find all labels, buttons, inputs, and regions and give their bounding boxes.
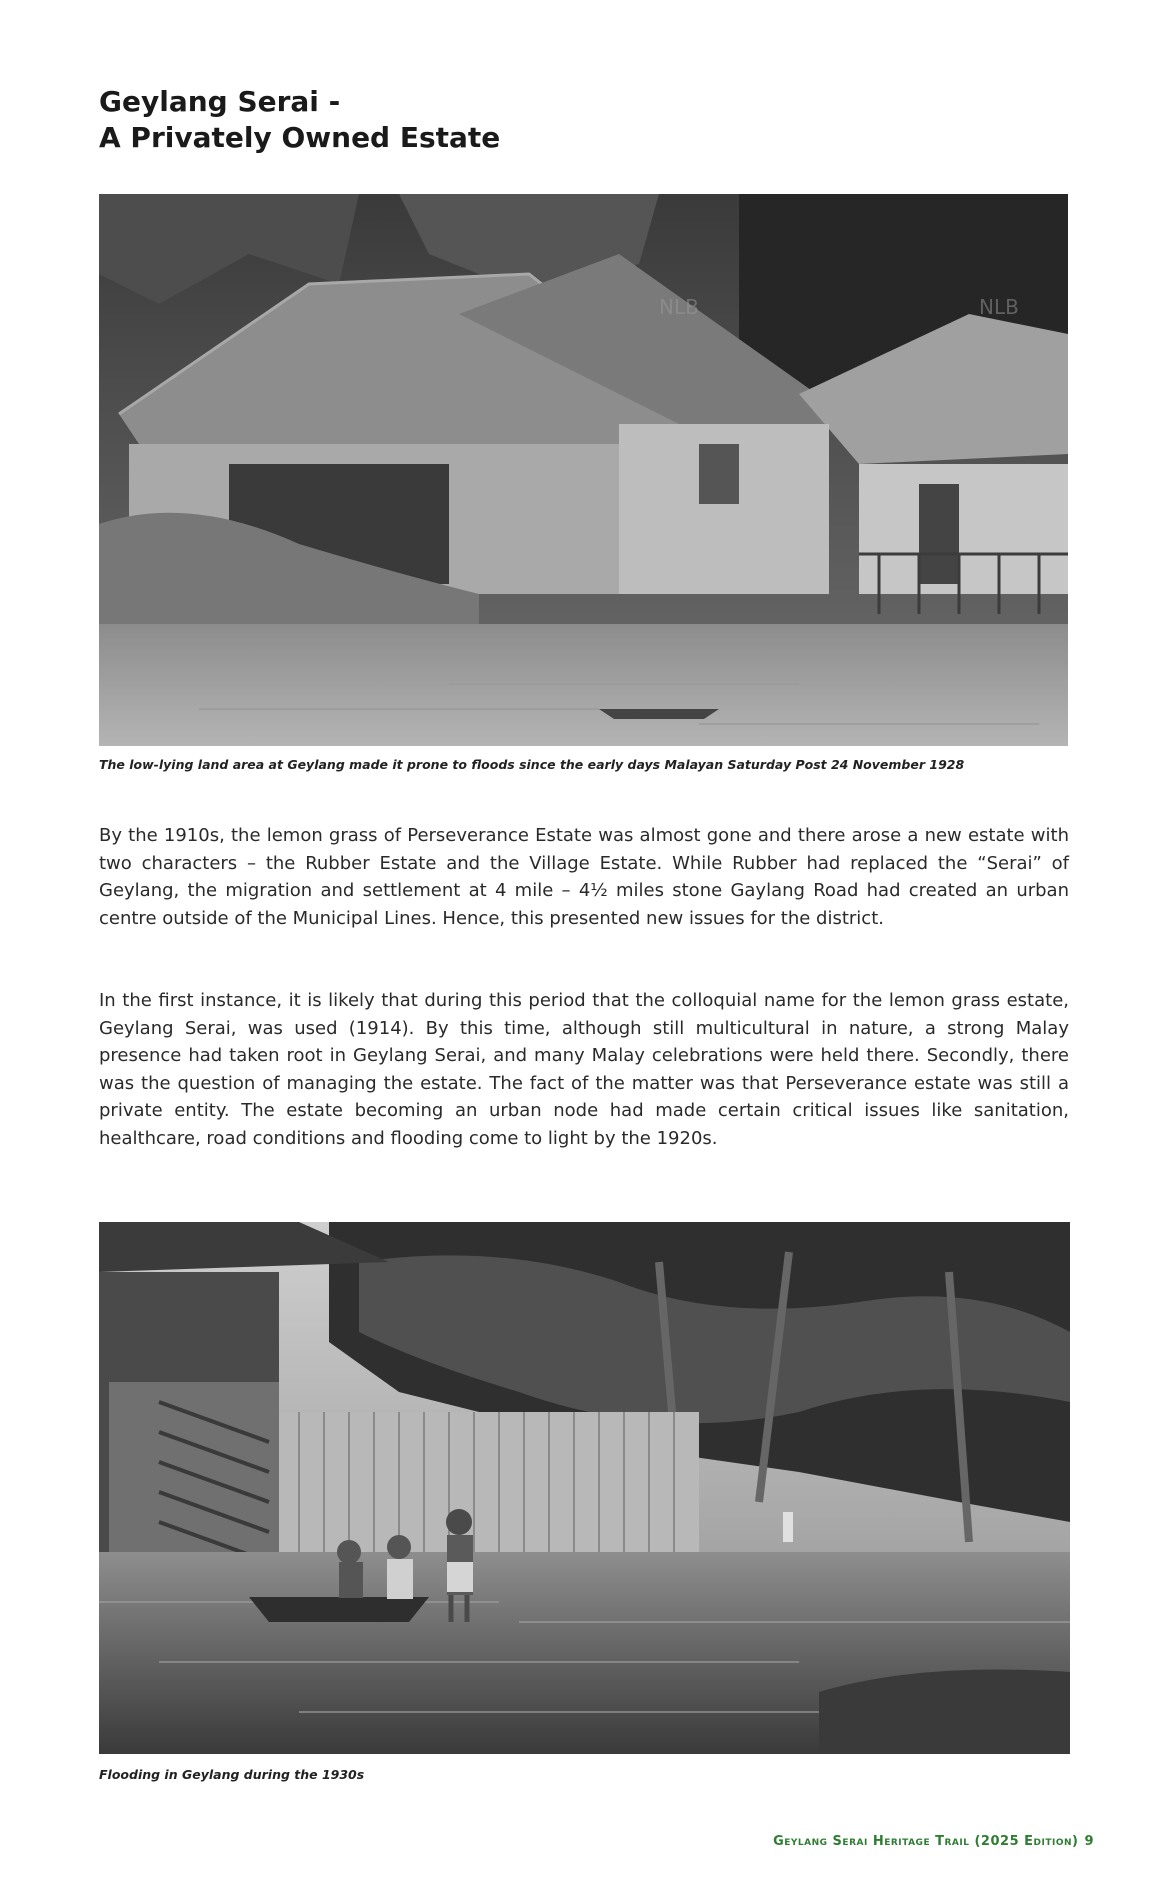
title-line-2: A Privately Owned Estate — [99, 121, 501, 154]
footer-title: Geylang Serai Heritage Trail (2025 Edition) — [773, 1834, 1079, 1849]
page-number: 9 — [1084, 1834, 1094, 1849]
photo-flooding-1930s — [99, 1222, 1070, 1754]
nlb-watermark: NLB — [659, 295, 699, 319]
page-footer — [773, 1834, 1094, 1849]
figure-1-caption: The low-lying land area at Geylang made it prone to floods since the early days Malayan Saturday Post 24 November 1928 — [99, 757, 965, 772]
body-paragraph-1: By the 1910s, the lemon grass of Perseverance Estate was almost gone and there arose a new estate with two characters – the Rubber Estate and the Village Estate. While Rubber had replaced the “Serai” of Geylang, the migration and settlement at 4 mile – 4½ miles stone Gaylang Road had created an urban centre outside of the Municipal Lines. Hence, this presented new issues for the district. — [99, 825, 1069, 929]
page-title — [99, 84, 500, 156]
photo-thatched-houses-flood — [99, 194, 1068, 746]
body-paragraph-2: In the first instance, it is likely that during this period that the colloquial name for the lemon grass estate, Geylang Serai, was used (1914). By this time, although still multicultural in nature, a strong Malay presence had taken root in Geylang Serai, and many Malay celebrations were held there. Secondly, there was the question of managing the estate. The fact of the matter was that Perseverance estate was still a private entity. The estate becoming an urban node had made certain critical issues like sanitation, healthcare, road conditions and flooding come to light by the 1920s. — [99, 990, 1069, 1149]
figure-2-caption: Flooding in Geylang during the 1930s — [99, 1767, 365, 1782]
nlb-watermark-2: NLB — [979, 295, 1019, 319]
title-line-1: Geylang Serai - — [99, 85, 341, 118]
